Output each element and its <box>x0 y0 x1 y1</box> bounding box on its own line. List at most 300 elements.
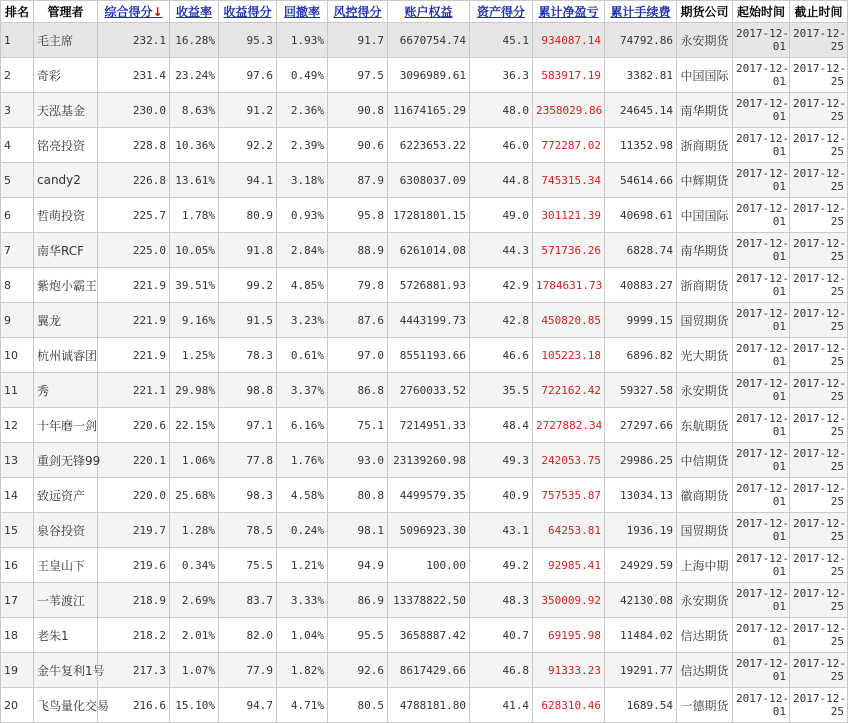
ranking-table-body <box>1 23 848 723</box>
drawdown-cell: 0.24% <box>277 513 328 548</box>
overall-score-label: 综合得分 <box>104 5 153 19</box>
return-rate-cell: 15.10% <box>170 688 219 723</box>
asset-score-cell: 48.3 <box>470 583 533 618</box>
asset-score-cell: 45.1 <box>470 23 533 58</box>
date-day: 01 <box>772 530 786 543</box>
overall-score-cell: 231.4 <box>98 58 170 93</box>
net-profit-cell: 745315.34 <box>533 163 605 198</box>
company-cell: 永安期货 <box>677 23 733 58</box>
rank-cell: 18 <box>1 618 34 653</box>
date-day: 25 <box>830 530 844 543</box>
drawdown-cell: 3.18% <box>277 163 328 198</box>
fees-cell: 1689.54 <box>605 688 677 723</box>
drawdown-cell: 4.71% <box>277 688 328 723</box>
date-year-month: 2017-12- <box>736 412 789 425</box>
end-date-cell <box>790 548 848 583</box>
col-header-company: 期货公司 <box>677 1 733 23</box>
date-year-month: 2017-12- <box>736 552 789 565</box>
equity-cell: 4443199.73 <box>388 303 470 338</box>
col-header-return-rate[interactable]: 收益率 <box>170 1 219 23</box>
rank-cell: 4 <box>1 128 34 163</box>
risk-score-cell: 93.0 <box>328 443 388 478</box>
company-cell: 南华期货 <box>677 233 733 268</box>
return-rate-cell: 10.36% <box>170 128 219 163</box>
start-date-cell <box>733 478 790 513</box>
drawdown-cell: 1.21% <box>277 548 328 583</box>
date-day: 01 <box>772 705 786 718</box>
overall-score-cell: 220.6 <box>98 408 170 443</box>
col-header-net-profit[interactable]: 累计净盈亏 <box>533 1 605 23</box>
date-day: 01 <box>772 285 786 298</box>
asset-score-cell: 46.8 <box>470 653 533 688</box>
fees-cell: 29986.25 <box>605 443 677 478</box>
equity-cell: 11674165.29 <box>388 93 470 128</box>
net-profit-cell: 772287.02 <box>533 128 605 163</box>
return-score-cell: 77.9 <box>219 653 277 688</box>
asset-score-cell: 36.3 <box>470 58 533 93</box>
return-rate-cell: 39.51% <box>170 268 219 303</box>
table-row[interactable] <box>1 653 848 688</box>
table-row[interactable] <box>1 443 848 478</box>
fees-cell: 24645.14 <box>605 93 677 128</box>
net-profit-cell: 91333.23 <box>533 653 605 688</box>
rank-cell: 1 <box>1 23 34 58</box>
table-row[interactable] <box>1 513 848 548</box>
company-cell: 信达期货 <box>677 653 733 688</box>
net-profit-cell: 571736.26 <box>533 233 605 268</box>
date-year-month: 2017-12- <box>736 202 789 215</box>
manager-cell[interactable]: 铭亮投资 <box>34 128 98 163</box>
end-date-cell <box>790 93 848 128</box>
rank-cell: 3 <box>1 93 34 128</box>
net-profit-cell: 628310.46 <box>533 688 605 723</box>
rank-cell: 20 <box>1 688 34 723</box>
date-year-month: 2017-12- <box>736 622 789 635</box>
date-year-month: 2017-12- <box>736 517 789 530</box>
col-header-rank: 排名 <box>1 1 34 23</box>
fees-cell: 6896.82 <box>605 338 677 373</box>
table-row[interactable] <box>1 93 848 128</box>
overall-score-cell: 220.1 <box>98 443 170 478</box>
date-day: 25 <box>830 425 844 438</box>
return-score-cell: 98.3 <box>219 478 277 513</box>
overall-score-cell: 230.0 <box>98 93 170 128</box>
col-header-equity[interactable]: 账户权益 <box>388 1 470 23</box>
risk-score-cell: 86.8 <box>328 373 388 408</box>
end-date-cell <box>790 303 848 338</box>
asset-score-cell: 49.3 <box>470 443 533 478</box>
col-header-drawdown[interactable]: 回撤率 <box>277 1 328 23</box>
manager-cell[interactable]: 老朱1 <box>34 618 98 653</box>
return-rate-cell: 2.01% <box>170 618 219 653</box>
date-year-month: 2017-12- <box>793 447 846 460</box>
company-cell: 南华期货 <box>677 93 733 128</box>
return-score-cell: 97.1 <box>219 408 277 443</box>
table-row[interactable] <box>1 198 848 233</box>
overall-score-cell: 228.8 <box>98 128 170 163</box>
manager-cell[interactable]: 重剑无锋99 <box>34 443 98 478</box>
date-day: 25 <box>830 670 844 683</box>
end-date-cell <box>790 58 848 93</box>
date-year-month: 2017-12- <box>736 237 789 250</box>
rank-cell: 19 <box>1 653 34 688</box>
equity-cell: 13378822.50 <box>388 583 470 618</box>
rank-cell: 15 <box>1 513 34 548</box>
overall-score-cell: 219.7 <box>98 513 170 548</box>
company-cell: 国贸期货 <box>677 513 733 548</box>
manager-cell[interactable]: 飞鸟量化交易 <box>34 688 98 723</box>
equity-cell: 23139260.98 <box>388 443 470 478</box>
company-cell: 中辉期货 <box>677 163 733 198</box>
manager-cell[interactable]: 南华RCF <box>34 233 98 268</box>
net-profit-cell: 2727882.34 <box>533 408 605 443</box>
overall-score-cell: 218.9 <box>98 583 170 618</box>
date-day: 01 <box>772 40 786 53</box>
fees-cell: 3382.81 <box>605 58 677 93</box>
overall-score-cell: 226.8 <box>98 163 170 198</box>
overall-score-cell: 217.3 <box>98 653 170 688</box>
table-row[interactable] <box>1 23 848 58</box>
rank-cell: 16 <box>1 548 34 583</box>
drawdown-cell: 1.93% <box>277 23 328 58</box>
end-date-cell <box>790 373 848 408</box>
drawdown-cell: 0.61% <box>277 338 328 373</box>
manager-cell[interactable]: 奇彩 <box>34 58 98 93</box>
company-cell: 浙商期货 <box>677 128 733 163</box>
return-rate-cell: 1.07% <box>170 653 219 688</box>
return-rate-cell: 0.34% <box>170 548 219 583</box>
fees-cell: 40883.27 <box>605 268 677 303</box>
equity-cell: 17281801.15 <box>388 198 470 233</box>
return-score-cell: 77.8 <box>219 443 277 478</box>
header-row <box>1 1 848 23</box>
manager-cell[interactable]: 致远资产 <box>34 478 98 513</box>
return-score-cell: 98.8 <box>219 373 277 408</box>
date-day: 25 <box>830 390 844 403</box>
rank-cell: 17 <box>1 583 34 618</box>
col-header-risk-score[interactable]: 风控得分 <box>328 1 388 23</box>
date-year-month: 2017-12- <box>793 517 846 530</box>
date-year-month: 2017-12- <box>736 447 789 460</box>
fees-cell: 11352.98 <box>605 128 677 163</box>
company-cell: 中国国际 <box>677 58 733 93</box>
return-score-cell: 94.7 <box>219 688 277 723</box>
end-date-cell <box>790 233 848 268</box>
manager-cell[interactable]: 十年磨一剑 <box>34 408 98 443</box>
company-cell: 中国国际 <box>677 198 733 233</box>
end-date-cell <box>790 408 848 443</box>
rank-cell: 8 <box>1 268 34 303</box>
asset-score-cell: 49.2 <box>470 548 533 583</box>
date-year-month: 2017-12- <box>793 377 846 390</box>
date-year-month: 2017-12- <box>736 97 789 110</box>
table-row[interactable] <box>1 373 848 408</box>
start-date-cell <box>733 408 790 443</box>
risk-score-cell: 91.7 <box>328 23 388 58</box>
start-date-cell <box>733 233 790 268</box>
drawdown-cell: 3.23% <box>277 303 328 338</box>
date-day: 25 <box>830 460 844 473</box>
drawdown-cell: 0.49% <box>277 58 328 93</box>
date-year-month: 2017-12- <box>793 97 846 110</box>
table-row[interactable] <box>1 688 848 723</box>
end-date-cell <box>790 128 848 163</box>
start-date-cell <box>733 583 790 618</box>
risk-score-cell: 97.0 <box>328 338 388 373</box>
equity-cell: 7214951.33 <box>388 408 470 443</box>
net-profit-cell: 92985.41 <box>533 548 605 583</box>
net-profit-cell: 105223.18 <box>533 338 605 373</box>
manager-cell[interactable]: 毛主席 <box>34 23 98 58</box>
overall-score-cell: 221.9 <box>98 268 170 303</box>
col-header-start-date: 起始时间 <box>733 1 790 23</box>
return-score-cell: 92.2 <box>219 128 277 163</box>
company-cell: 上海中期 <box>677 548 733 583</box>
date-year-month: 2017-12- <box>793 657 846 670</box>
date-year-month: 2017-12- <box>736 587 789 600</box>
date-day: 01 <box>772 460 786 473</box>
equity-cell: 4788181.80 <box>388 688 470 723</box>
return-score-cell: 91.2 <box>219 93 277 128</box>
overall-score-cell: 221.9 <box>98 338 170 373</box>
company-cell: 东航期货 <box>677 408 733 443</box>
return-score-cell: 75.5 <box>219 548 277 583</box>
drawdown-cell: 4.85% <box>277 268 328 303</box>
rank-cell: 7 <box>1 233 34 268</box>
risk-score-cell: 92.6 <box>328 653 388 688</box>
asset-score-cell: 48.4 <box>470 408 533 443</box>
company-cell: 中信期货 <box>677 443 733 478</box>
return-score-cell: 91.5 <box>219 303 277 338</box>
date-day: 25 <box>830 600 844 613</box>
fees-cell: 11484.02 <box>605 618 677 653</box>
overall-score-cell: 221.9 <box>98 303 170 338</box>
date-year-month: 2017-12- <box>736 132 789 145</box>
end-date-cell <box>790 268 848 303</box>
company-cell: 永安期货 <box>677 373 733 408</box>
company-cell: 一德期货 <box>677 688 733 723</box>
fees-cell: 74792.86 <box>605 23 677 58</box>
start-date-cell <box>733 688 790 723</box>
net-profit-cell: 1784631.73 <box>533 268 605 303</box>
drawdown-cell: 1.04% <box>277 618 328 653</box>
equity-cell: 8617429.66 <box>388 653 470 688</box>
company-cell: 浙商期货 <box>677 268 733 303</box>
manager-cell[interactable]: 翼龙 <box>34 303 98 338</box>
date-year-month: 2017-12- <box>736 342 789 355</box>
equity-cell: 3096989.61 <box>388 58 470 93</box>
date-day: 01 <box>772 110 786 123</box>
start-date-cell <box>733 303 790 338</box>
manager-cell[interactable]: 紫炮小霸王 <box>34 268 98 303</box>
drawdown-cell: 2.36% <box>277 93 328 128</box>
date-year-month: 2017-12- <box>736 692 789 705</box>
date-year-month: 2017-12- <box>793 167 846 180</box>
date-day: 01 <box>772 320 786 333</box>
manager-cell[interactable]: 天泓基金 <box>34 93 98 128</box>
table-row[interactable] <box>1 303 848 338</box>
end-date-cell <box>790 688 848 723</box>
return-rate-cell: 8.63% <box>170 93 219 128</box>
table-row[interactable] <box>1 618 848 653</box>
drawdown-cell: 4.58% <box>277 478 328 513</box>
fees-cell: 13034.13 <box>605 478 677 513</box>
table-row[interactable] <box>1 163 848 198</box>
asset-score-cell: 49.0 <box>470 198 533 233</box>
start-date-cell <box>733 268 790 303</box>
date-day: 01 <box>772 355 786 368</box>
equity-cell: 6223653.22 <box>388 128 470 163</box>
date-day: 25 <box>830 215 844 228</box>
asset-score-cell: 40.7 <box>470 618 533 653</box>
table-row[interactable] <box>1 233 848 268</box>
asset-score-cell: 42.9 <box>470 268 533 303</box>
start-date-cell <box>733 128 790 163</box>
return-rate-cell: 2.69% <box>170 583 219 618</box>
equity-cell: 6261014.08 <box>388 233 470 268</box>
manager-cell[interactable]: 金牛复利1号 <box>34 653 98 688</box>
rank-cell: 14 <box>1 478 34 513</box>
start-date-cell <box>733 163 790 198</box>
col-header-overall-score[interactable] <box>98 1 170 23</box>
date-day: 01 <box>772 390 786 403</box>
overall-score-cell: 221.1 <box>98 373 170 408</box>
date-day: 25 <box>830 705 844 718</box>
return-score-cell: 78.5 <box>219 513 277 548</box>
manager-cell[interactable]: candy2 <box>34 163 98 198</box>
date-day: 25 <box>830 180 844 193</box>
end-date-cell <box>790 338 848 373</box>
date-day: 25 <box>830 40 844 53</box>
table-row[interactable] <box>1 268 848 303</box>
date-year-month: 2017-12- <box>793 202 846 215</box>
end-date-cell <box>790 23 848 58</box>
col-header-manager: 管理者 <box>34 1 98 23</box>
col-header-return-score[interactable]: 收益得分 <box>219 1 277 23</box>
asset-score-cell: 44.3 <box>470 233 533 268</box>
manager-cell[interactable]: 王皇山下 <box>34 548 98 583</box>
risk-score-cell: 98.1 <box>328 513 388 548</box>
equity-cell: 2760033.52 <box>388 373 470 408</box>
asset-score-cell: 46.6 <box>470 338 533 373</box>
date-day: 01 <box>772 635 786 648</box>
return-rate-cell: 1.28% <box>170 513 219 548</box>
date-day: 25 <box>830 285 844 298</box>
date-year-month: 2017-12- <box>793 587 846 600</box>
table-row[interactable] <box>1 583 848 618</box>
start-date-cell <box>733 198 790 233</box>
net-profit-cell: 69195.98 <box>533 618 605 653</box>
return-score-cell: 95.3 <box>219 23 277 58</box>
manager-cell[interactable]: 一苇渡江 <box>34 583 98 618</box>
end-date-cell <box>790 653 848 688</box>
risk-score-cell: 88.9 <box>328 233 388 268</box>
fees-cell: 6828.74 <box>605 233 677 268</box>
date-year-month: 2017-12- <box>736 377 789 390</box>
asset-score-cell: 43.1 <box>470 513 533 548</box>
rank-cell: 13 <box>1 443 34 478</box>
company-cell: 国贸期货 <box>677 303 733 338</box>
date-day: 25 <box>830 320 844 333</box>
col-header-end-date: 截止时间 <box>790 1 848 23</box>
date-day: 25 <box>830 145 844 158</box>
table-row[interactable] <box>1 478 848 513</box>
fees-cell: 24929.59 <box>605 548 677 583</box>
manager-cell[interactable]: 杭州诚睿团 <box>34 338 98 373</box>
overall-score-cell: 220.0 <box>98 478 170 513</box>
manager-cell[interactable]: 泉谷投资 <box>34 513 98 548</box>
end-date-cell <box>790 618 848 653</box>
start-date-cell <box>733 618 790 653</box>
fees-cell: 19291.77 <box>605 653 677 688</box>
net-profit-cell: 242053.75 <box>533 443 605 478</box>
table-row[interactable] <box>1 408 848 443</box>
net-profit-cell: 450820.85 <box>533 303 605 338</box>
start-date-cell <box>733 653 790 688</box>
fees-cell: 54614.66 <box>605 163 677 198</box>
manager-cell[interactable]: 秀 <box>34 373 98 408</box>
fees-cell: 9999.15 <box>605 303 677 338</box>
manager-cell[interactable]: 哲萌投资 <box>34 198 98 233</box>
risk-score-cell: 95.5 <box>328 618 388 653</box>
start-date-cell <box>733 548 790 583</box>
company-cell: 信达期货 <box>677 618 733 653</box>
return-score-cell: 82.0 <box>219 618 277 653</box>
equity-cell: 6308037.09 <box>388 163 470 198</box>
date-year-month: 2017-12- <box>736 482 789 495</box>
return-rate-cell: 1.78% <box>170 198 219 233</box>
date-year-month: 2017-12- <box>793 692 846 705</box>
overall-score-cell: 216.6 <box>98 688 170 723</box>
net-profit-cell: 301121.39 <box>533 198 605 233</box>
date-year-month: 2017-12- <box>736 272 789 285</box>
date-day: 25 <box>830 635 844 648</box>
start-date-cell <box>733 443 790 478</box>
fees-cell: 1936.19 <box>605 513 677 548</box>
date-year-month: 2017-12- <box>793 307 846 320</box>
start-date-cell <box>733 23 790 58</box>
drawdown-cell: 3.33% <box>277 583 328 618</box>
equity-cell: 8551193.66 <box>388 338 470 373</box>
asset-score-cell: 35.5 <box>470 373 533 408</box>
drawdown-cell: 1.82% <box>277 653 328 688</box>
risk-score-cell: 80.8 <box>328 478 388 513</box>
date-year-month: 2017-12- <box>736 307 789 320</box>
date-day: 25 <box>830 250 844 263</box>
net-profit-cell: 350009.92 <box>533 583 605 618</box>
rank-cell: 5 <box>1 163 34 198</box>
net-profit-cell: 722162.42 <box>533 373 605 408</box>
equity-cell: 5096923.30 <box>388 513 470 548</box>
net-profit-cell: 757535.87 <box>533 478 605 513</box>
table-row[interactable] <box>1 58 848 93</box>
return-score-cell: 94.1 <box>219 163 277 198</box>
date-day: 25 <box>830 355 844 368</box>
date-year-month: 2017-12- <box>793 482 846 495</box>
table-row[interactable] <box>1 338 848 373</box>
col-header-asset-score[interactable]: 资产得分 <box>470 1 533 23</box>
col-header-fees[interactable]: 累计手续费 <box>605 1 677 23</box>
fees-cell: 42130.08 <box>605 583 677 618</box>
table-row[interactable] <box>1 128 848 163</box>
fees-cell: 40698.61 <box>605 198 677 233</box>
return-rate-cell: 25.68% <box>170 478 219 513</box>
overall-score-cell: 218.2 <box>98 618 170 653</box>
date-year-month: 2017-12- <box>736 657 789 670</box>
date-day: 01 <box>772 425 786 438</box>
return-score-cell: 99.2 <box>219 268 277 303</box>
table-row[interactable] <box>1 548 848 583</box>
